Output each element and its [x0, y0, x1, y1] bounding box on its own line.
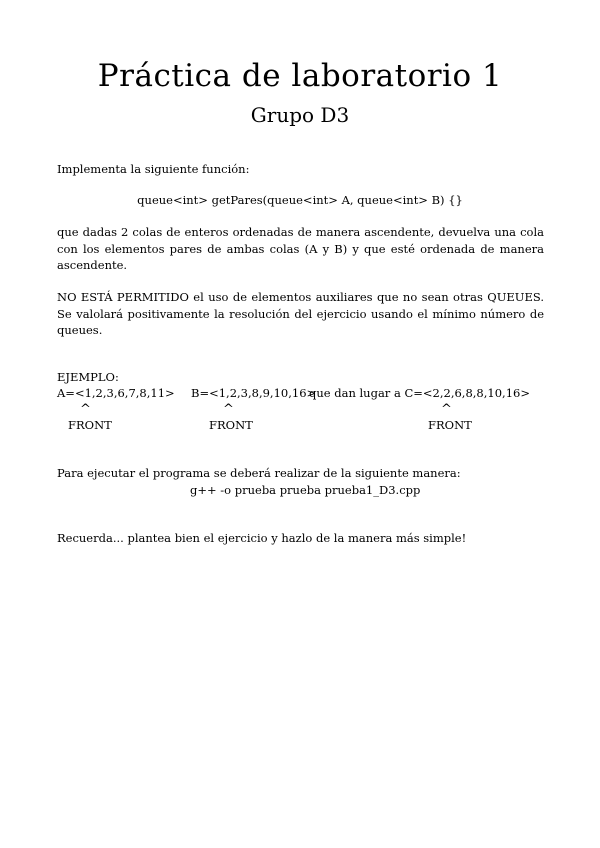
front-label-b: FRONT	[209, 418, 253, 432]
page-title: Práctica de laboratorio 1	[97, 58, 503, 94]
front-marker-a: ^	[80, 402, 91, 417]
description-paragraph: que dadas 2 colas de enteros ordenadas de manera ascendente, devuelva una cola con los elementos pares de ambas colas (A y B) y que esté ordenada de manera ascendente.	[57, 225, 544, 272]
example-label: EJEMPLO:	[57, 370, 119, 384]
example-queue-b: B=<1,2,3,8,9,10,16>	[191, 386, 317, 400]
compile-command: g++ -o prueba prueba prueba1_D3.cpp	[190, 483, 421, 497]
run-instructions: Para ejecutar el programa se deberá realizar de la siguiente manera:	[57, 466, 461, 480]
front-label-c: FRONT	[428, 418, 472, 432]
front-label-a: FRONT	[68, 418, 112, 432]
front-marker-b: ^	[223, 402, 234, 417]
intro-text: Implementa la siguiente función:	[57, 162, 250, 176]
restriction-paragraph: NO ESTÁ PERMITIDO el uso de elementos auxiliares que no sean otras QUEUES. Se valolará positivamente la resolución del ejercicio usando el mínimo número de queues.	[57, 290, 544, 337]
page-subtitle: Grupo D3	[250, 103, 350, 127]
function-signature: queue<int> getPares(queue<int> A, queue<int> B) {}	[137, 193, 463, 207]
closing-note: Recuerda... plantea bien el ejercicio y hazlo de la manera más simple!	[57, 531, 467, 545]
front-marker-c: ^	[441, 402, 452, 417]
example-result: que dan lugar a C=<2,2,6,8,8,10,16>	[309, 386, 530, 400]
example-queue-a: A=<1,2,3,6,7,8,11>	[57, 386, 175, 400]
